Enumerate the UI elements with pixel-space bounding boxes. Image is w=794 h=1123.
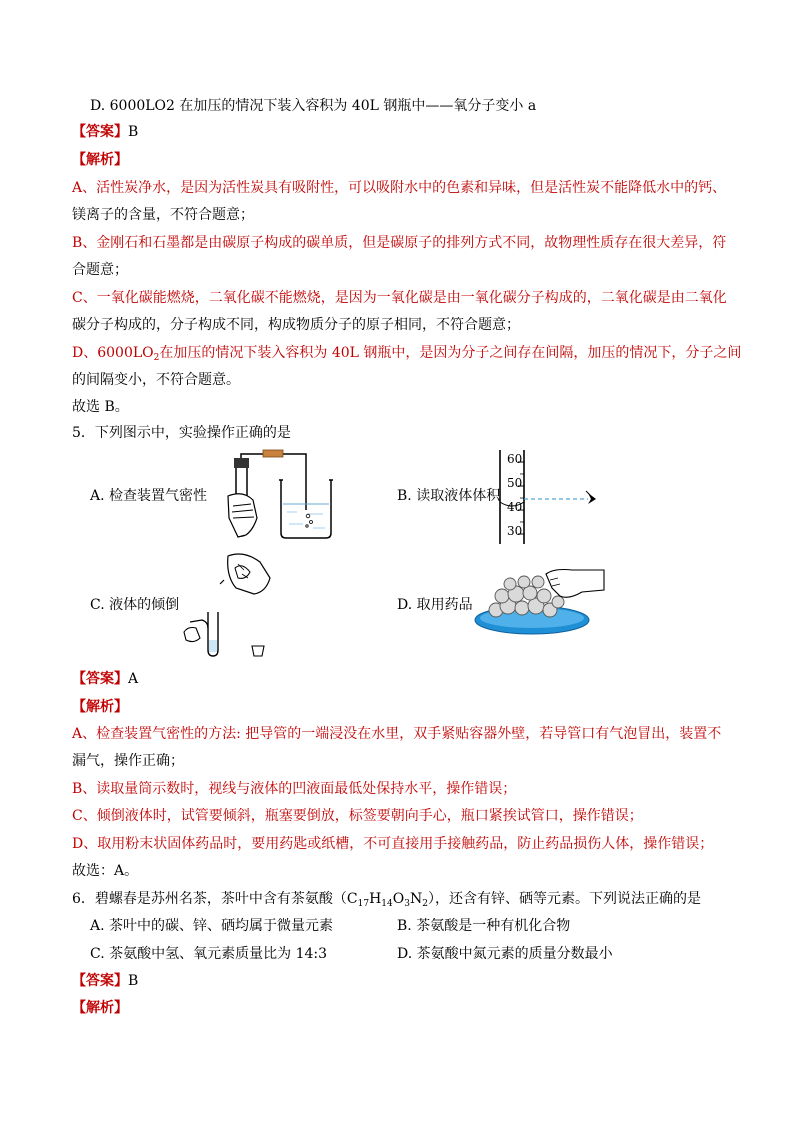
q4-analysis-line: 镁离子的含量，不符合题意；	[72, 207, 254, 223]
analysis-d-suffix: 在加压的情况下装入容积为 40L 钢瓶中，是因为分子之间存在间隔，加压的情况下，分子之间	[159, 345, 742, 361]
q5-analysis-tag: 【解析】	[72, 699, 128, 715]
q6-option-b: B. 茶氨酸是一种有机化合物	[397, 918, 571, 934]
subscript: 2	[153, 353, 160, 363]
answer-value: B	[128, 973, 139, 989]
q4-analysis-d-line2: 的间隔变小，不符合题意。	[72, 372, 240, 388]
q5-option-c: C. 液体的倾倒	[90, 597, 180, 613]
q4-analysis-tag: 【解析】	[72, 152, 128, 168]
tick-label: 40	[507, 500, 523, 514]
q5-analysis-line: A、检查装置气密性的方法: 把导管的一端浸没在水里，双手紧贴容器外壁，若导管口有气泡冒出，装置不	[72, 726, 722, 742]
tick-label: 30	[507, 524, 523, 538]
q6-answer	[72, 971, 138, 991]
q4-analysis-line: C、一氧化碳能燃烧，二氧化碳不能燃烧，是因为一氧化碳是由一氧化碳分子构成的，二氧化碳是由二氧化	[72, 290, 727, 306]
answer-tag: 【答案】	[72, 124, 128, 140]
tick-label: 50	[507, 476, 523, 490]
q5-analysis-line: B、读取量筒示数时，视线与液体的凹液面最低处保持水平，操作错误；	[72, 781, 517, 797]
formula-element: O	[392, 891, 405, 907]
tick-label: 60	[507, 452, 523, 466]
q4-analysis-line: B、金刚石和石墨都是由碳原子构成的碳单质，但是碳原子的排列方式不同，故物理性质存在很大差异，符	[72, 235, 727, 251]
q4-analysis-line: 碳分子构成的，分子构成不同，构成物质分子的原子相同，不符合题意；	[72, 317, 520, 333]
q6-stem	[72, 889, 701, 909]
q5-analysis-line: 漏气，操作正确；	[72, 753, 184, 769]
q5-option-b: B. 读取液体体积	[397, 488, 501, 504]
q5-answer	[72, 669, 138, 689]
answer-value: A	[128, 671, 139, 687]
airtight-check-figure	[213, 448, 338, 540]
q4-answer	[72, 122, 138, 142]
answer-value: B	[128, 124, 139, 140]
q4-analysis-line: 合题意；	[72, 262, 128, 278]
q6-option-d: D. 茶氨酸中氮元素的质量分数最小	[397, 946, 613, 962]
answer-tag: 【答案】	[72, 973, 128, 989]
q5-option-a: A. 检查装置气密性	[90, 488, 208, 504]
formula-element: H	[369, 891, 382, 907]
liquid-pouring-figure	[180, 548, 280, 666]
q6-analysis-tag: 【解析】	[72, 1000, 128, 1016]
q4-option-d: D. 6000LO2 在加压的情况下装入容积为 40L 钢瓶中——氧分子变小 a	[90, 98, 537, 114]
q4-analysis-line: A、活性炭净水，是因为活性炭具有吸附性，可以吸附水中的色素和异味，但是活性炭不能降低水中的钙、	[72, 180, 727, 196]
subscript: 2	[422, 899, 428, 909]
q5-option-d: D. 取用药品	[397, 597, 473, 613]
subscript: 3	[404, 899, 410, 909]
stem-suffix: ），还含有锌、硒等元素。下列说法正确的是	[427, 891, 701, 907]
q6-option-a: A. 茶叶中的碳、锌、硒均属于微量元素	[90, 918, 334, 934]
q5-analysis-line: 故选：A。	[72, 863, 139, 879]
q5-stem: 5．下列图示中，实验操作正确的是	[72, 425, 291, 441]
answer-tag: 【答案】	[72, 671, 128, 687]
subscript: 17	[357, 899, 370, 909]
formula-element: N	[409, 891, 423, 907]
q6-option-c: C. 茶氨酸中氢、氧元素质量比为 14:3	[90, 946, 328, 962]
q5-analysis-line: D、取用粉末状固体药品时，要用药匙或纸槽，不可直接用手接触药品，防止药品损伤人体，操作错误；	[72, 836, 714, 852]
analysis-d-prefix: D、6000LO	[72, 345, 154, 361]
q4-analysis-d	[72, 343, 741, 363]
taking-drug-figure	[472, 566, 612, 644]
q4-conclusion: 故选 B。	[72, 399, 129, 415]
stem-prefix: 6．碧螺春是苏州名茶，茶叶中含有茶氨酸（C	[72, 891, 358, 907]
q5-analysis-line: C、倾倒液体时，试管要倾斜，瓶塞要倒放，标签要朝向手心，瓶口紧挨试管口，操作错误；	[72, 808, 643, 824]
subscript: 14	[381, 899, 393, 909]
